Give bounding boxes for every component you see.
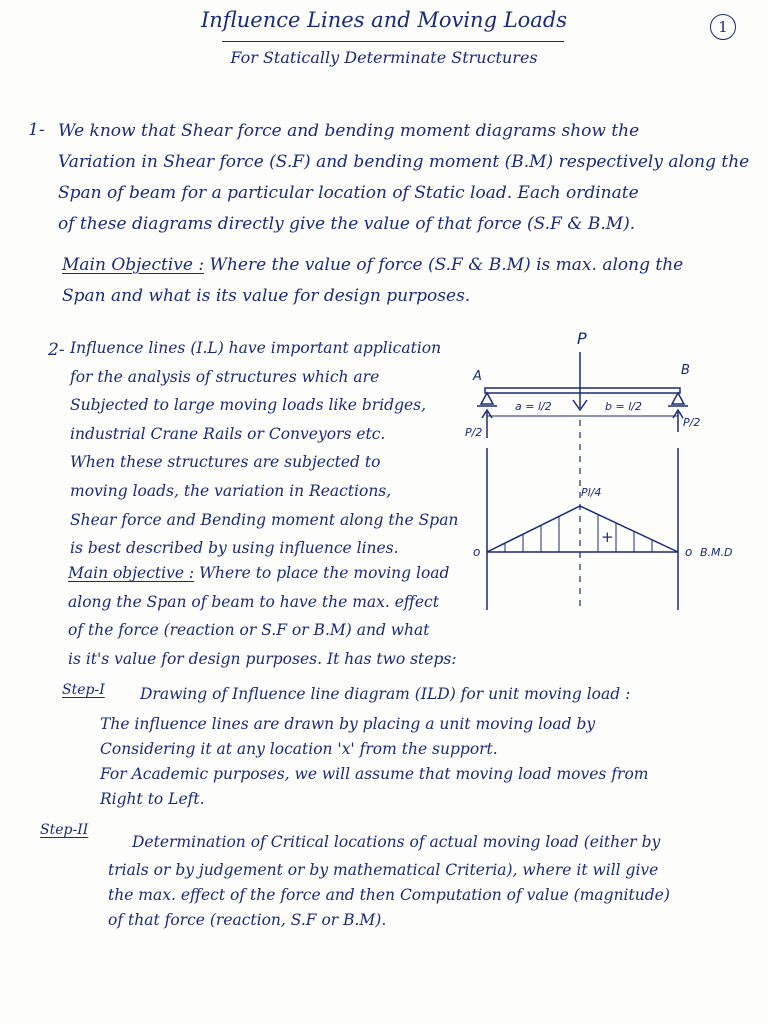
objective-text: is it's value for design purposes. It has two steps: xyxy=(68,649,457,668)
section2-line: Shear force and Bending moment along the Span xyxy=(70,510,459,529)
step1-label: Step-I xyxy=(62,682,105,698)
bmd-sign: + xyxy=(601,528,614,546)
beam-bmd-diagram xyxy=(455,320,755,650)
section2-line: Influence lines (I.L) have important application xyxy=(70,339,442,357)
support-b-icon xyxy=(672,393,684,404)
section1-line: of these diagrams directly give the value of that force (S.F & B.M). xyxy=(58,214,636,234)
page-number: 1 xyxy=(710,14,736,40)
bmd-triangle xyxy=(487,506,678,552)
section2-line: is best described by using influence lines. xyxy=(70,539,399,558)
section1-body xyxy=(58,116,749,240)
step2-line: trials or by judgement or by mathematical Criteria), where it will give xyxy=(108,861,659,879)
step1-line: Right to Left. xyxy=(100,790,205,808)
objective-text: Where to place the moving load xyxy=(199,564,450,582)
section2-line: moving loads, the variation in Reactions, xyxy=(70,481,392,500)
reaction-left-label: P/2 xyxy=(465,426,483,439)
step1-line: Considering it at any location 'x' from the support. xyxy=(100,740,498,758)
section2-number: 2- xyxy=(48,340,65,360)
step2-line: the max. effect of the force and then Computation of value (magnitude) xyxy=(108,886,670,904)
bmd-right-zero: o xyxy=(685,545,693,559)
bmd-label: B.M.D xyxy=(700,546,733,559)
support-a-icon xyxy=(481,393,493,404)
reaction-right-label: P/2 xyxy=(683,416,701,429)
support-b-label: B xyxy=(681,363,690,378)
page-subtitle: For Statically Determinate Structures xyxy=(230,48,538,67)
section1-number: 1- xyxy=(28,120,45,140)
objective-text: of the force (reaction or S.F or B.M) and what xyxy=(68,621,430,640)
title-underline xyxy=(222,41,564,42)
dim-a-label: a = l/2 xyxy=(515,400,552,413)
bmd-left-zero: o xyxy=(473,545,481,559)
section1-line: We know that Shear force and bending moment diagrams show the xyxy=(58,121,640,141)
dim-b-label: b = l/2 xyxy=(605,400,642,413)
section2-body xyxy=(70,334,458,563)
step2-label: Step-II xyxy=(40,822,89,838)
section1-line: Variation in Shear force (S.F) and bending moment (B.M) respectively along the xyxy=(58,152,750,172)
page-title: Influence Lines and Moving Loads xyxy=(200,8,568,32)
objective-text: Span and what is its value for design purposes. xyxy=(62,286,471,306)
main-objective-label: Main Objective : xyxy=(62,255,205,275)
step1-heading: Drawing of Influence line diagram (ILD) for unit moving load : xyxy=(140,685,631,703)
step1-line: The influence lines are drawn by placing a unit moving load by xyxy=(100,715,596,733)
section2-objective xyxy=(68,559,457,673)
support-a-label: A xyxy=(473,369,482,384)
step2-line: of that force (reaction, S.F or B.M). xyxy=(108,911,387,929)
step2-body xyxy=(108,858,670,933)
section1-objective xyxy=(62,250,683,312)
section2-line: When these structures are subjected to xyxy=(70,453,381,472)
step1-line: For Academic purposes, we will assume that moving load moves from xyxy=(100,765,649,783)
section2-line: for the analysis of structures which are xyxy=(70,367,380,386)
bmd-peak-label: Pl/4 xyxy=(581,486,602,499)
section2-line: Subjected to large moving loads like bridges, xyxy=(70,396,427,415)
beam xyxy=(485,388,680,393)
objective-text: along the Span of beam to have the max. effect xyxy=(68,592,439,611)
step1-body xyxy=(100,712,649,812)
main-objective-label: Main objective : xyxy=(68,564,195,582)
load-label: P xyxy=(577,329,587,348)
section1-line: Span of beam for a particular location of Static load. Each ordinate xyxy=(58,183,639,203)
step2-line: Determination of Critical locations of actual moving load (either by xyxy=(132,833,661,851)
objective-text: Where the value of force (S.F & B.M) is max. along the xyxy=(209,255,684,275)
section2-line: industrial Crane Rails or Conveyors etc. xyxy=(70,424,386,443)
